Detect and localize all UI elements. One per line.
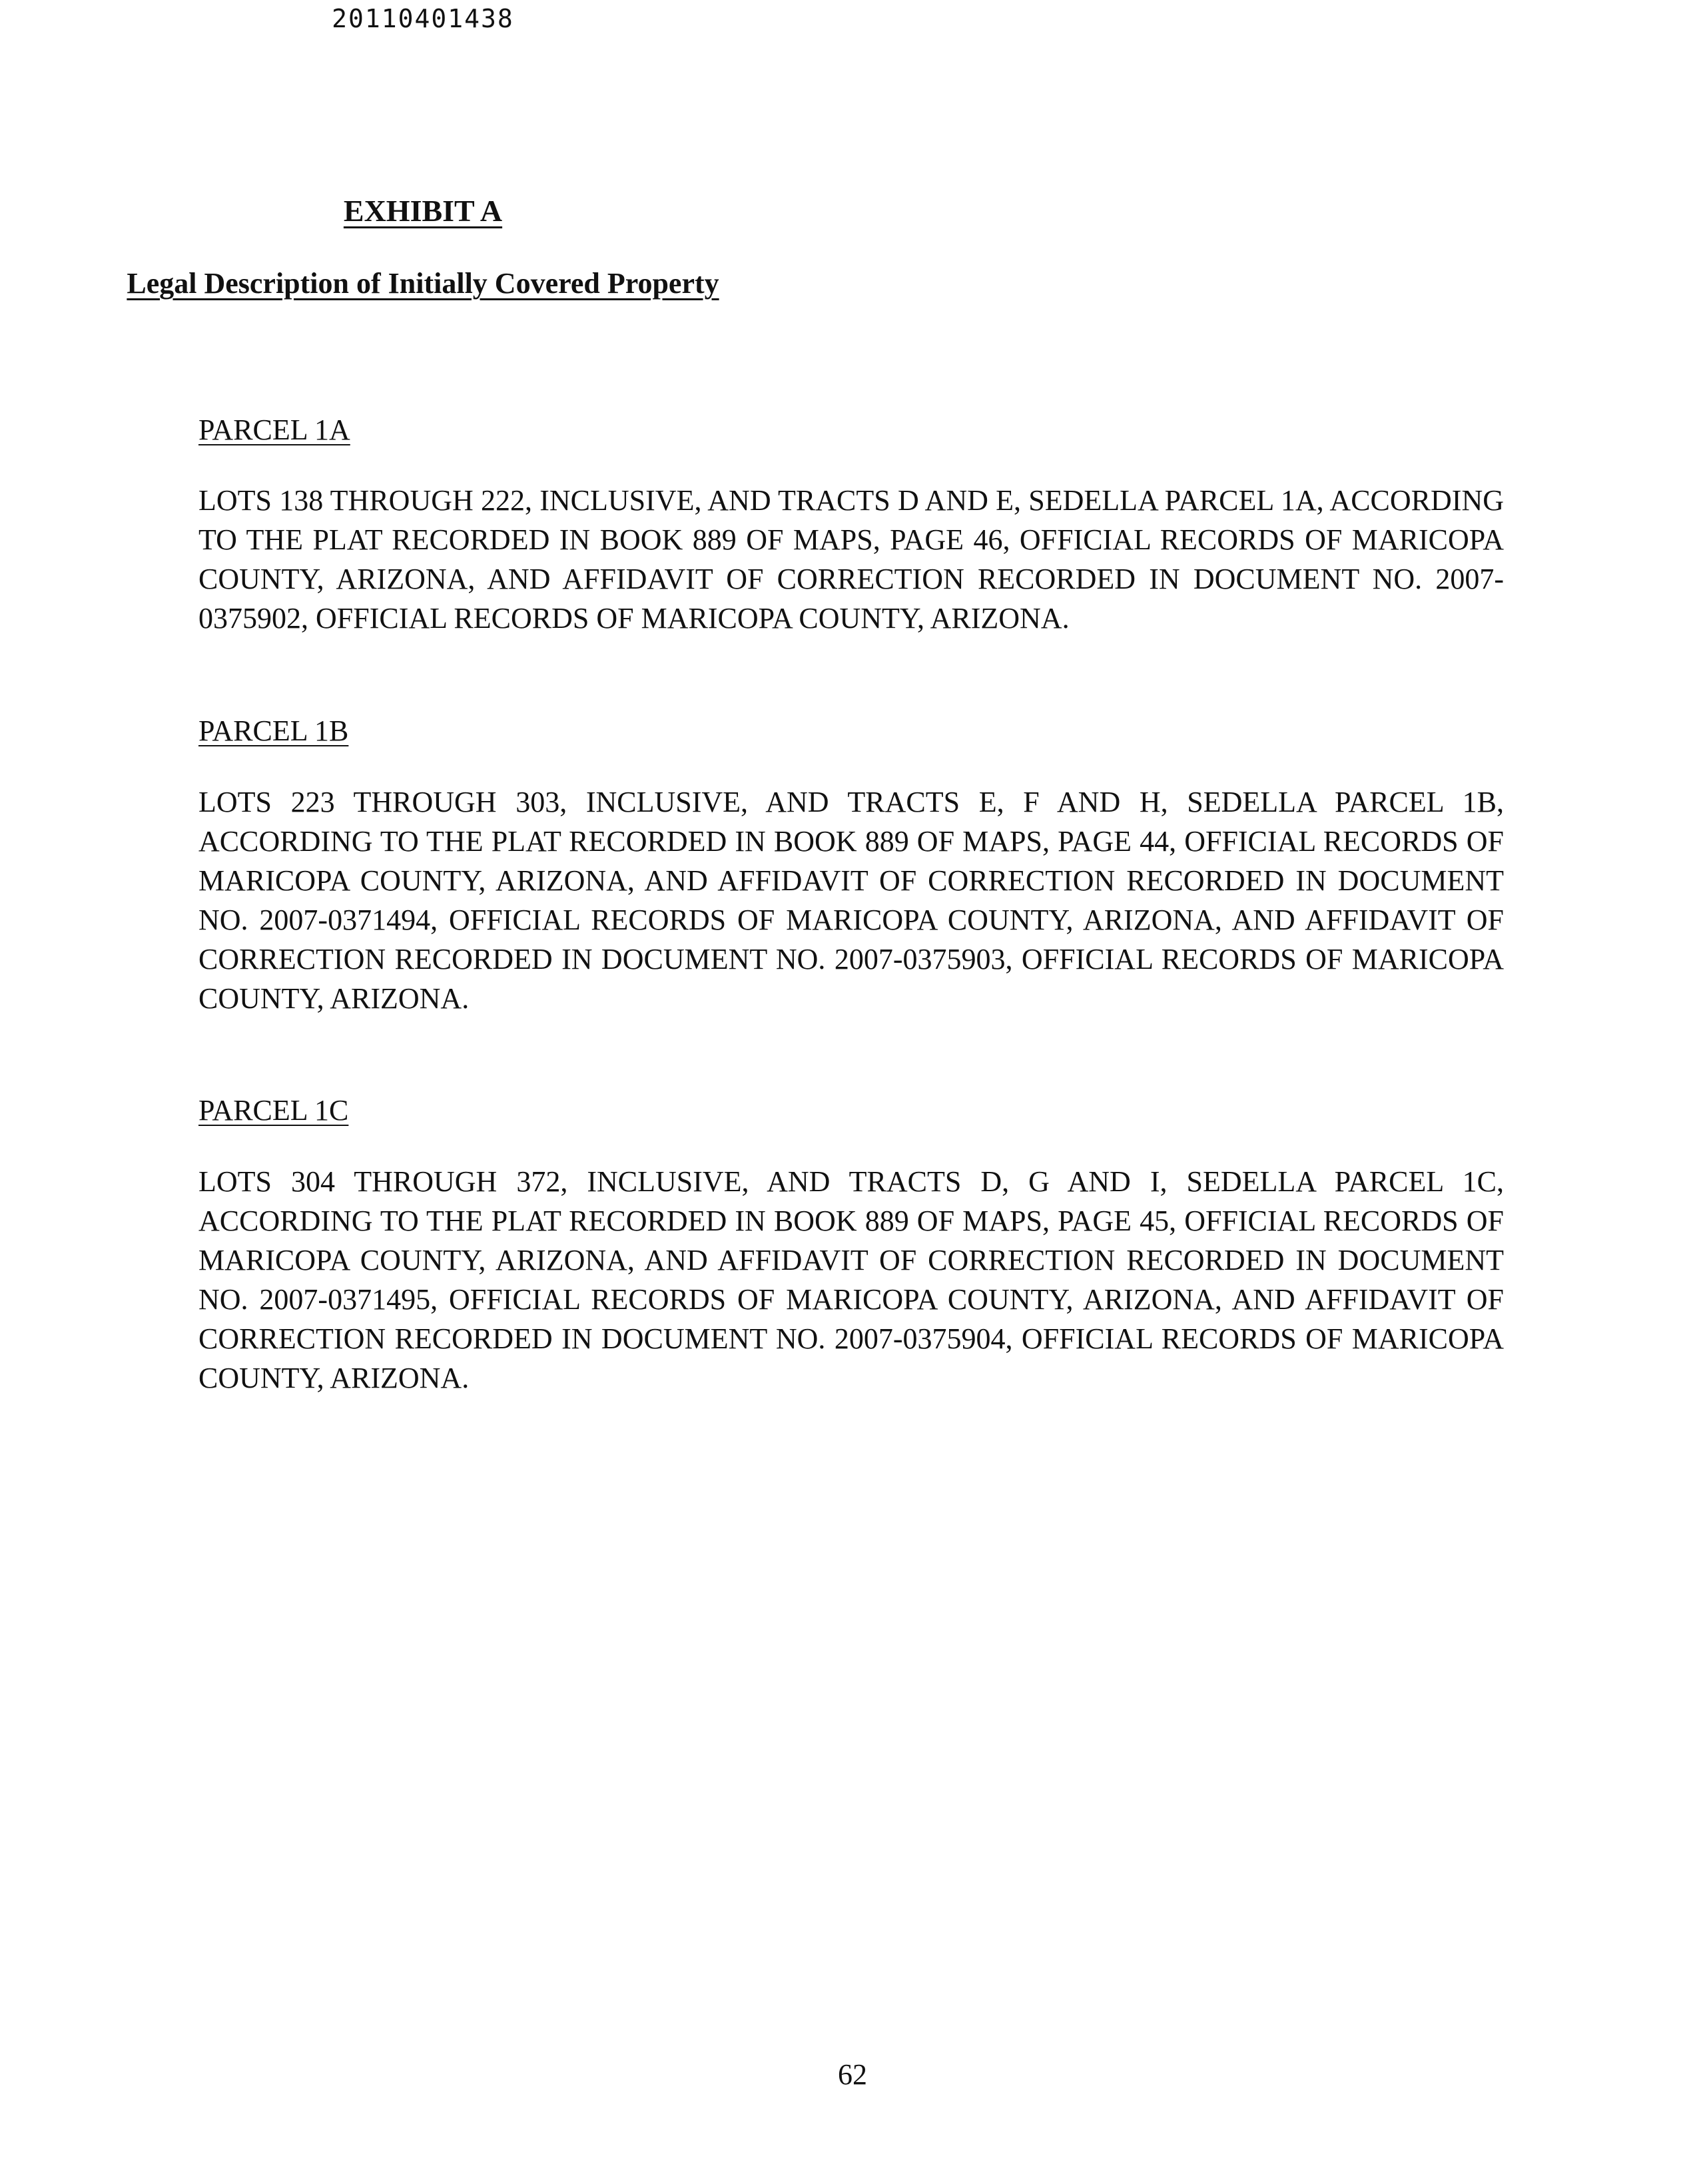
parcel-description-1c: LOTS 304 THROUGH 372, INCLUSIVE, AND TRACTS D, G AND I, SEDELLA PARCEL 1C, ACCORDING TO THE PLAT RECORDED IN BOOK 889 OF MAPS, PAGE 45, OFFICIAL RECORDS OF MARICOPA COUNTY, ARIZONA, AND AFFIDAVIT OF CORRECTION RECORDED IN DOCUMENT NO. 2007-0371495, OFFICIAL RECORDS OF MARICOPA COUNTY, ARIZONA, AND AFFIDAVIT OF CORRECTION RECORDED IN DOCUMENT NO. 2007-0375904, OFFICIAL RECORDS OF MARICOPA COUNTY, ARIZONA. <box>198 1165 1504 1394</box>
parcel-description-1a: LOTS 138 THROUGH 222, INCLUSIVE, AND TRACTS D AND E, SEDELLA PARCEL 1A, ACCORDING TO THE PLAT RECORDED IN BOOK 889 OF MAPS, PAGE 46, OFFICIAL RECORDS OF MARICOPA COUNTY, ARIZONA, AND AFFIDAVIT OF CORRECTION RECORDED IN DOCUMENT NO. 2007-0375902, OFFICIAL RECORDS OF MARICOPA COUNTY, ARIZONA. <box>198 484 1504 635</box>
exhibit-subtitle: Legal Description of Initially Covered Property <box>127 267 719 300</box>
parcel-heading-1c: PARCEL 1C <box>198 1094 349 1127</box>
exhibit-title: EXHIBIT A <box>343 194 503 228</box>
parcel-heading-1b: PARCEL 1B <box>198 714 349 747</box>
recording-number: 20110401438 <box>332 4 514 33</box>
parcel-description-1b: LOTS 223 THROUGH 303, INCLUSIVE, AND TRACTS E, F AND H, SEDELLA PARCEL 1B, ACCORDING TO THE PLAT RECORDED IN BOOK 889 OF MAPS, PAGE 44, OFFICIAL RECORDS OF MARICOPA COUNTY, ARIZONA, AND AFFIDAVIT OF CORRECTION RECORDED IN DOCUMENT NO. 2007-0371494, OFFICIAL RECORDS OF MARICOPA COUNTY, ARIZONA, AND AFFIDAVIT OF CORRECTION RECORDED IN DOCUMENT NO. 2007-0375903, OFFICIAL RECORDS OF MARICOPA COUNTY, ARIZONA. <box>198 786 1504 1015</box>
page-number: 62 <box>838 2058 867 2091</box>
parcel-heading-1a: PARCEL 1A <box>198 413 350 446</box>
